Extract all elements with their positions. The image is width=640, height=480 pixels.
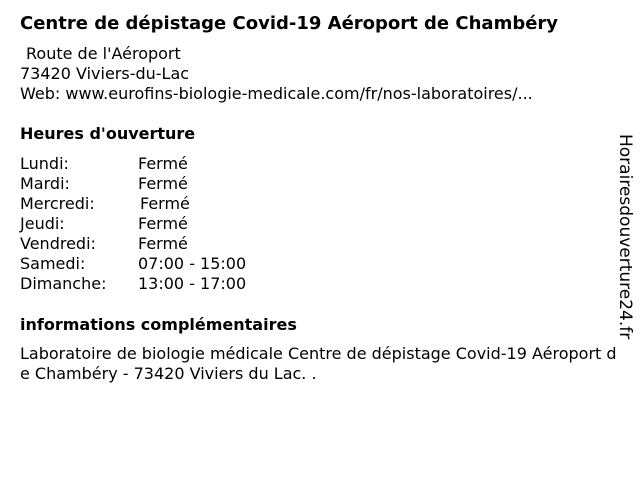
- hours-table: [20, 154, 246, 294]
- hours-row-thursday: [20, 214, 246, 234]
- hours-day: Mercredi:: [20, 194, 95, 213]
- hours-time: Fermé: [138, 174, 188, 193]
- hours-time: 13:00 - 17:00: [138, 274, 247, 293]
- hours-row-sunday: [20, 274, 246, 294]
- page-title: Centre de dépistage Covid-19 Aéroport de Chambéry: [20, 13, 559, 34]
- hours-day: Dimanche:: [20, 274, 107, 293]
- hours-time: Fermé: [138, 234, 188, 253]
- hours-row-friday: [20, 234, 246, 254]
- hours-heading: Heures d'ouverture: [20, 124, 196, 143]
- hours-row-tuesday: [20, 174, 246, 194]
- address-web-link[interactable]: Web: www.eurofins-biologie-medicale.com/fr/nos-laboratoires/...: [20, 84, 533, 103]
- hours-day: Jeudi:: [20, 214, 65, 233]
- info-text: Laboratoire de biologie médicale Centre de dépistage Covid-19 Aéroport de Chambéry - 73420 Viviers du Lac. .: [20, 344, 617, 383]
- address-street: Route de l'Aéroport: [26, 44, 181, 63]
- hours-row-saturday: [20, 254, 246, 274]
- address-block: [20, 44, 533, 104]
- hours-time: Fermé: [138, 154, 188, 173]
- hours-row-wednesday: [20, 194, 246, 214]
- site-watermark: [614, 134, 636, 344]
- hours-day: Vendredi:: [20, 234, 96, 253]
- hours-time: Fermé: [138, 214, 188, 233]
- hours-row-monday: [20, 154, 246, 174]
- hours-time: Fermé: [140, 194, 190, 213]
- info-heading: informations complémentaires: [20, 315, 297, 334]
- hours-day: Lundi:: [20, 154, 69, 173]
- address-city: 73420 Viviers-du-Lac: [20, 64, 190, 83]
- hours-time: 07:00 - 15:00: [138, 254, 247, 273]
- hours-day: Samedi:: [20, 254, 86, 273]
- hours-day: Mardi:: [20, 174, 70, 193]
- site-watermark-text: Horairesdouverture24.fr: [615, 134, 635, 340]
